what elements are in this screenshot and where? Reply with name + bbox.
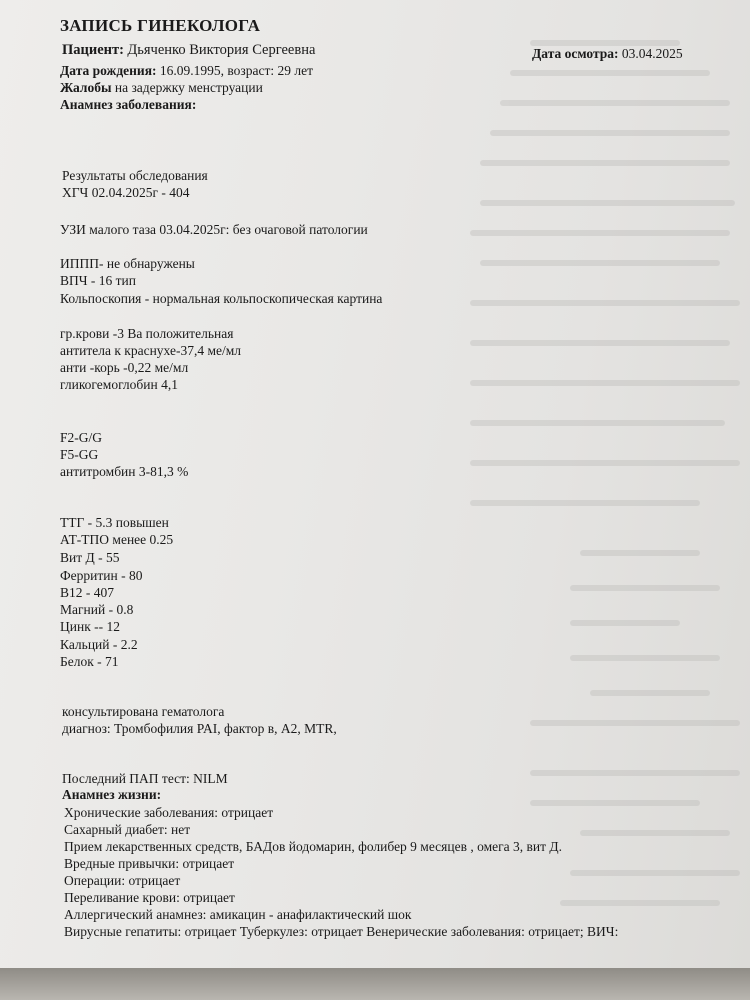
record-title: ЗАПИСЬ ГИНЕКОЛОГА (60, 16, 261, 35)
bad-habits: Вредные привычки: отрицает (64, 856, 235, 871)
anamnesis-label: Анамнез заболевания: (60, 97, 197, 112)
calcium-level: Кальций - 2.2 (60, 637, 138, 652)
birth-row (60, 63, 313, 79)
b12-level: В12 - 407 (60, 585, 114, 600)
f2-genotype: F2-G/G (60, 430, 103, 445)
antithrombin-level: антитромбин 3-81,3 % (60, 464, 189, 479)
blood-group: гр.крови -3 Ва положительная (60, 326, 234, 341)
glycohemoglobin: гликогемоглобин 4,1 (60, 377, 178, 392)
patient-row (62, 42, 315, 58)
patient-label: Пациент: (62, 42, 124, 58)
exam-heading: Результаты обследования (62, 168, 208, 183)
hcg-result: ХГЧ 02.04.2025г - 404 (62, 185, 190, 200)
allergy-history: Аллергический анамнез: амикацин - анафилактический шок (64, 907, 412, 922)
ippp-result: ИППП- не обнаружены (60, 256, 195, 271)
tsh-level: ТТГ - 5.3 повышен (60, 515, 169, 530)
diagnosis: диагноз: Тромбофилия PAI, фактор в, А2, MTR, (62, 721, 337, 736)
atpo-level: АТ-ТПО менее 0.25 (60, 532, 174, 547)
visit-date-row (532, 46, 683, 62)
desk-surface (0, 968, 750, 1000)
magnesium-level: Магний - 0.8 (60, 602, 134, 617)
ultrasound-result: УЗИ малого таза 03.04.2025г: без очаговой патологии (60, 222, 368, 237)
patient-name: Дьяченко Виктория Сергеевна (127, 42, 316, 58)
life-anamnesis-heading: Анамнез жизни: (62, 787, 162, 802)
colposcopy-result: Кольпоскопия - нормальная кольпоскопическая картина (60, 291, 383, 306)
diabetes: Сахарный диабет: нет (64, 822, 191, 837)
medications: Прием лекарственных средств, БАДов йодомарин, фолибер 9 месяцев , омега 3, вит Д. (64, 839, 562, 854)
zinc-level: Цинк -- 12 (60, 619, 120, 634)
birth-label: Дата рождения: (60, 63, 157, 78)
f5-genotype: F5-GG (60, 447, 99, 462)
blood-transfusion: Переливание крови: отрицает (64, 890, 235, 905)
hematology-consult: консультирована гематолога (62, 704, 225, 719)
vitamin-d-level: Вит Д - 55 (60, 550, 120, 565)
hpv-result: ВПЧ - 16 тип (60, 273, 136, 288)
surgeries: Операции: отрицает (64, 873, 181, 888)
measles-antibodies: анти -корь -0,22 ме/мл (60, 360, 189, 375)
birth-value: 16.09.1995, возраст: 29 лет (159, 63, 314, 78)
complaints-label: Жалобы (60, 80, 112, 95)
visit-date-label: Дата осмотра: (532, 46, 619, 61)
infections-history: Вирусные гепатиты: отрицает Туберкулез: отрицает Венерические заболевания: отрицает; ВИЧ: (64, 924, 619, 939)
rubella-antibodies: антитела к краснухе-37,4 ме/мл (60, 343, 242, 358)
ferritin-level: Ферритин - 80 (60, 568, 143, 583)
visit-date-value: 03.04.2025 (621, 46, 683, 61)
pap-test: Последний ПАП тест: NILM (62, 771, 228, 786)
protein-level: Белок - 71 (60, 654, 119, 669)
chronic-diseases: Хронические заболевания: отрицает (64, 805, 274, 820)
complaints-value: на задержку менструации (114, 80, 263, 95)
complaints-row (60, 80, 263, 96)
